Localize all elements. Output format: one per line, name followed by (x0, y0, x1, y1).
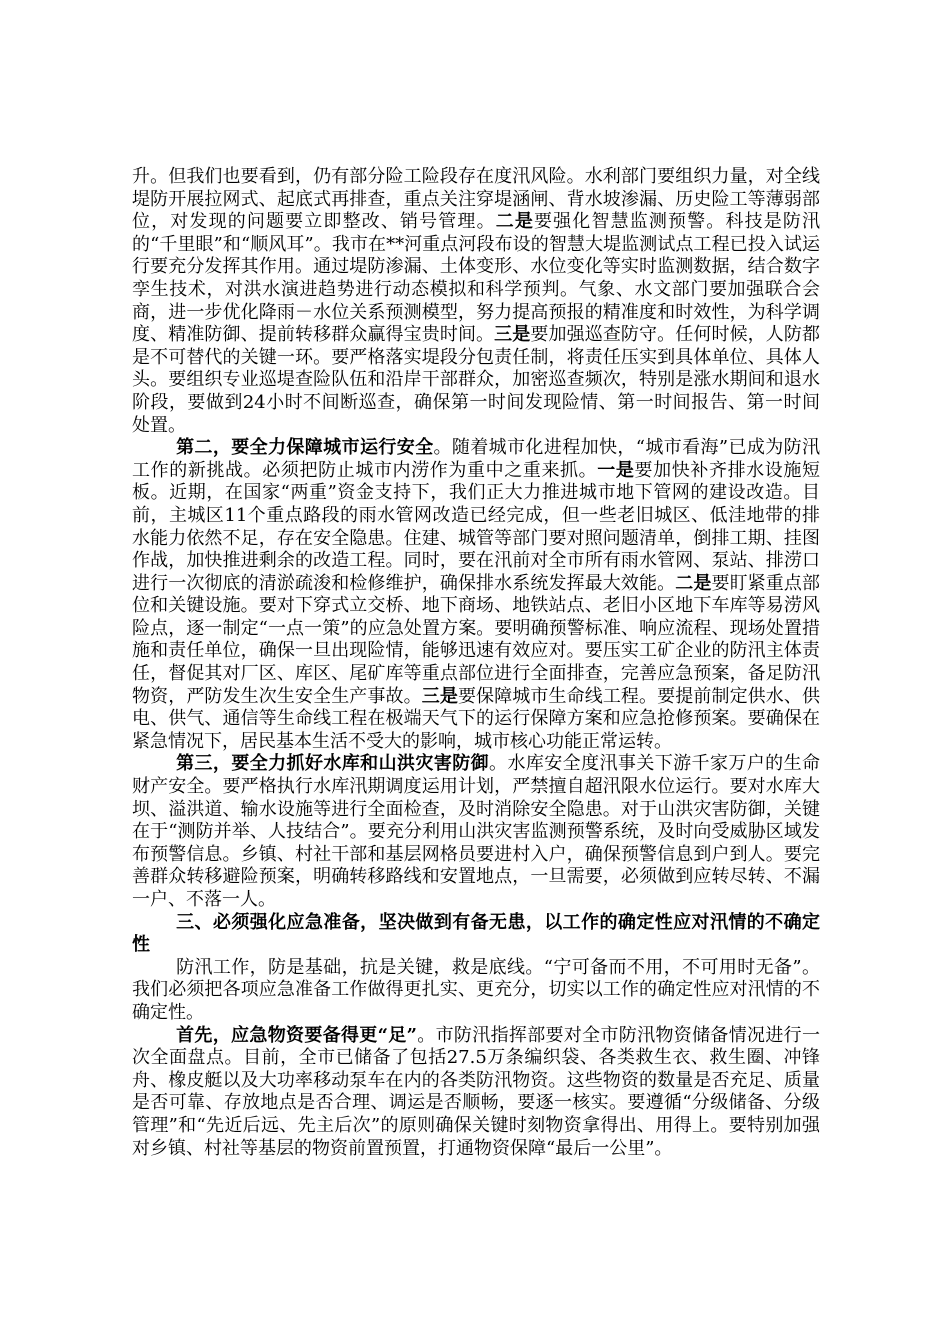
text-run: 要盯紧重点部位和关键设施。要对下穿式立交桥、地下商场、地铁站点、老旧小区地下车库等易涝风险点，逐一制定“一点一策”的应急处置方案。要明确预警标准、响应流程、现场处置措施和责任单位，确保一旦出现险情，能够迅速有效应对。要压实工矿企业的防汛主体责任，督促其对厂区、库区、尾矿库等重点部位进行全面排查，完善应急预案，备足防汛物资，严防发生次生安全生产事故。 (132, 572, 821, 707)
bold-run: 第三，要全力抓好水库和山洪灾害防御 (176, 753, 490, 775)
bold-run: 一是 (597, 459, 635, 481)
bold-run: 二是 (495, 211, 535, 233)
bold-run: 第二，要全力保障城市运行安全 (176, 437, 434, 459)
paragraph-3 (132, 753, 820, 911)
paragraph-1 (132, 166, 820, 437)
text-run: 要加快补齐排水设施短板。近期，在国家“两重”资金支持下，我们正大力推进城市地下管网的建设改造。目前，主城区11个重点路段的雨水管网改造已经完成，但一些老旧城区、低洼地带的排水能力依然不足，存在安全隐患。住建、城管等部门要对照问题清单，倒排工期、挂图作战，加快推进剩余的改造工程。同时，要在汛前对全市所有雨水管网、泵站、排涝口进行一次彻底的清淤疏浚和检修维护，确保排水系统发挥最大效能。 (132, 459, 821, 594)
bold-run: 三是 (494, 324, 531, 346)
text-run: 防汛工作，防是基础，抗是关键，救是底线。“宁可备而不用，不可用时无备”。我们必须把各项应急准备工作做得更扎实、更充分，切实以工作的确定性应对汛情的不确定性。 (132, 956, 820, 1023)
heading-text: 三、必须强化应急准备，坚决做到有备无患，以工作的确定性应对汛情的不确定性 (132, 911, 820, 956)
text-run: 要强化智慧监测预警。科技是防汛的“千里眼”和“顺风耳”。我市在**河重点河段布设的智慧大堤监测试点工程已投入试运行要充分发挥其作用。通过堤防渗漏、土体变形、水位变化等实时监测数据，结合数字孪生技术，对洪水演进趋势进行动态模拟和科学预判。气象、水文部门要加强联合会商，进一步优化降雨－水位关系预测模型，努力提高预报的精准度和时效性，为科学调度、精准防御、提前转移群众赢得宝贵时间。 (132, 211, 821, 346)
section-heading (132, 912, 820, 957)
text-run: 。水库安全度汛事关下游千家万户的生命财产安全。要严格执行水库汛期调度运用计划，严禁擅自超汛限水位运行。要对水库大坝、溢洪道、输水设施等进行全面检查，及时消除安全隐患。对于山洪灾害防御，关键在于“测防并举、人技结合”。要充分利用山洪灾害监测预警系统，及时向受威胁区域发布预警信息。乡镇、村社干部和基层网格员要进村入户，确保预警信息到户到人。要完善群众转移避险预案，明确转移路线和安置地点，一旦需要，必须做到应转尽转、不漏一户、不落一人。 (132, 753, 820, 910)
paragraph-2 (132, 437, 820, 753)
paragraph-6 (132, 1025, 820, 1161)
bold-run: 二是 (675, 572, 712, 594)
text-run: 要保障城市生命线工程。要提前制定供水、供电、供气、通信等生命线工程在极端天气下的运行保障方案和应急抢修预案。要确保在紧急情况下，居民基本生活不受大的影响，城市核心功能正常运转。 (132, 685, 821, 752)
document-body (132, 166, 820, 1160)
text-run: 。随着城市化进程加快，“城市看海”已成为防汛工作的新挑战。必须把防止城市内涝作为重中之重来抓。 (132, 437, 821, 481)
bold-run: 三是 (421, 685, 458, 707)
text-run: 升。但我们也要看到，仍有部分险工险段存在度汛风险。水利部门要组织力量，对全线堤防开展拉网式、起底式再排查，重点关注穿堤涵闸、背水坡渗漏、历史险工等薄弱部位，对发现的问题要立即整改、销号管理。 (132, 166, 820, 233)
paragraph-5 (132, 957, 820, 1025)
text-run: 。市防汛指挥部要对全市防汛物资储备情况进行一次全面盘点。目前，全市已储备了包括27.5万条编织袋、各类救生衣、救生圈、冲锋舟、橡皮艇以及大功率移动泵车在内的各类防汛物资。这些物资的数量是否充足、质量是否可靠、存放地点是否合理、调运是否顺畅，要逐一核实。要遵循“分级储备、分级管理”和“先近后远、先主后次”的原则确保关键时刻物资拿得出、用得上。要特别加强对乡镇、村社等基层的物资前置预置，打通物资保障“最后一公里”。 (132, 1024, 820, 1159)
text-run: 要加强巡查防守。任何时候，人防都是不可替代的关键一环。要严格落实堤段分包责任制，将责任压实到具体单位、具体人头。要组织专业巡堤查险队伍和沿岸干部群众，加密巡查频次，特别是涨水期间和退水阶段，要做到24小时不间断巡查，确保第一时间发现险情、第一时间报告、第一时间处置。 (132, 324, 821, 436)
bold-run: 首先，应急物资要备得更“足” (176, 1024, 417, 1046)
